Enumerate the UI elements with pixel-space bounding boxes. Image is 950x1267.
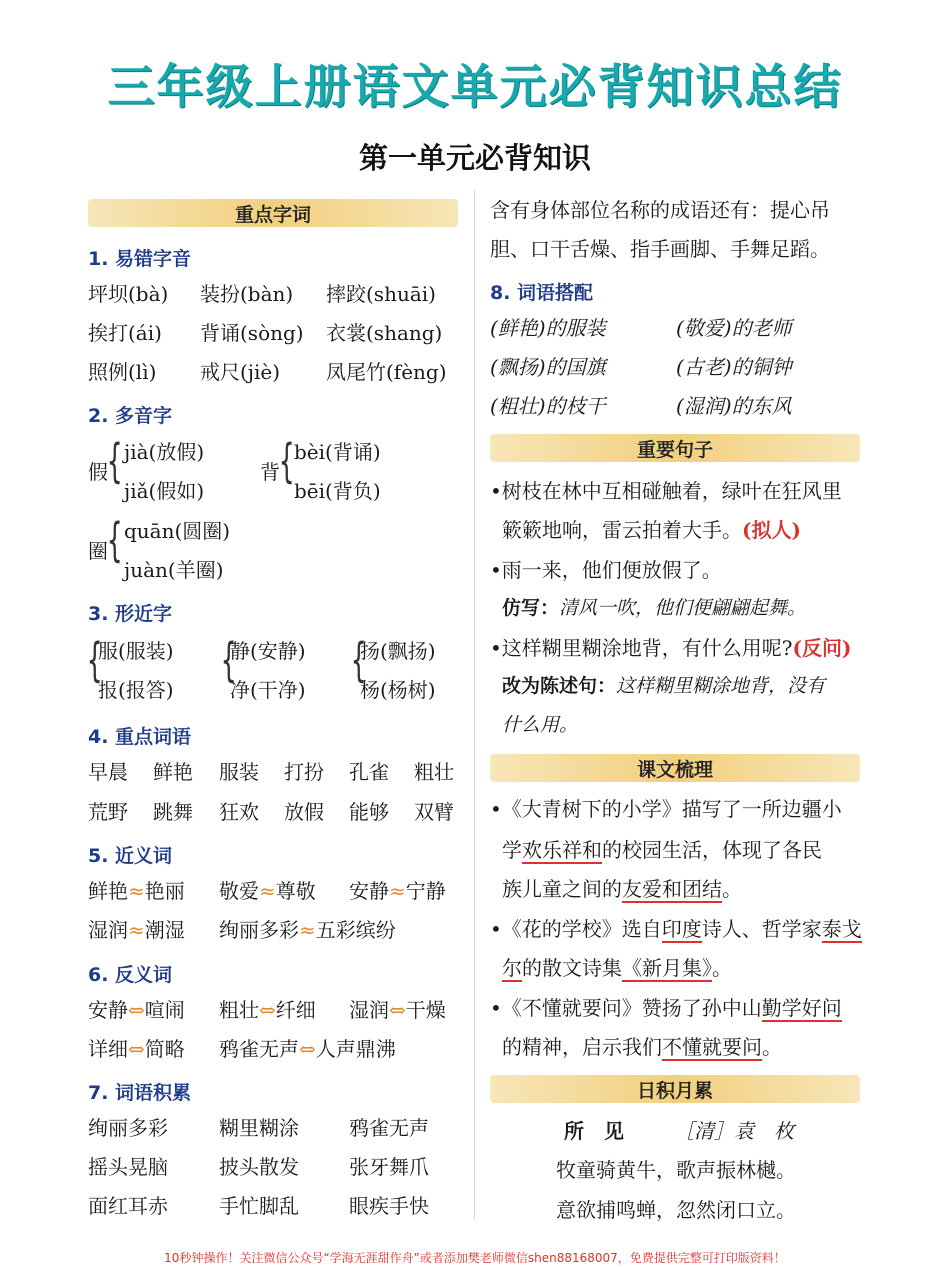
poly-char-quan: 圈 bbox=[88, 539, 108, 563]
poly-reading: juàn(羊圈) bbox=[124, 558, 224, 582]
synonym-pair: 敬爱≈尊敬 bbox=[219, 879, 316, 903]
phrase-item: 双臂 bbox=[414, 800, 454, 824]
brace-icon: { bbox=[220, 633, 237, 687]
poly-reading: quān(圆圈) bbox=[124, 519, 231, 543]
synonym-pair: 鲜艳≈艳丽 bbox=[88, 879, 185, 903]
sound-item: 戒尺(jiè) bbox=[200, 360, 281, 384]
page-title: 三年级上册语文单元必背知识总结 bbox=[107, 60, 843, 115]
accum-item: 张牙舞爪 bbox=[349, 1155, 429, 1179]
sound-item: 挨打(ái) bbox=[88, 321, 162, 345]
poly-reading: jiǎ(假如) bbox=[124, 479, 205, 503]
accum-item: 鸦雀无声 bbox=[349, 1116, 429, 1140]
banner-daily-accumulation: 日积月累 bbox=[490, 1075, 860, 1103]
review-2b: 尔的散文诗集《新月集》。 bbox=[502, 956, 732, 980]
sentence-2: •雨一来，他们便放假了。 bbox=[490, 558, 722, 582]
heading-synonyms: 5. 近义词 bbox=[88, 845, 173, 867]
brace-icon: { bbox=[350, 633, 367, 687]
poly-reading: bēi(背负) bbox=[294, 479, 381, 503]
convert-line-1: 改为陈述句：这样糊里糊涂地背，没有 bbox=[502, 675, 826, 697]
brace-icon: { bbox=[278, 434, 295, 488]
heading-word-accumulation: 7. 词语积累 bbox=[88, 1082, 192, 1104]
poly-char-jia: 假 bbox=[88, 460, 108, 484]
sound-item: 凤尾竹(fèng) bbox=[326, 360, 447, 384]
heading-antonyms: 6. 反义词 bbox=[88, 964, 173, 986]
brace-icon: { bbox=[106, 513, 123, 567]
poem-line-2: 意欲捕鸣蝉，忽然闭口立。 bbox=[556, 1198, 796, 1222]
phrase-item: 服装 bbox=[219, 760, 259, 784]
synonym-pair: 湿润≈潮湿 bbox=[88, 918, 185, 942]
similar-item: 服(服装) bbox=[98, 639, 174, 663]
phrase-item: 放假 bbox=[284, 800, 324, 824]
heading-collocation: 8. 词语搭配 bbox=[490, 282, 594, 304]
sound-item: 摔跤(shuāi) bbox=[326, 282, 436, 306]
sound-item: 坪坝(bà) bbox=[88, 282, 169, 306]
synonym-pair: 绚丽多彩≈五彩缤纷 bbox=[219, 918, 396, 942]
accum-item: 面红耳赤 bbox=[88, 1194, 168, 1218]
collocation-item: (粗壮)的枝干 bbox=[490, 394, 606, 418]
sound-item: 背诵(sòng) bbox=[200, 321, 304, 345]
collocation-item: (敬爱)的老师 bbox=[676, 316, 792, 340]
sound-item: 照例(lì) bbox=[88, 360, 157, 384]
collocation-item: (湿润)的东风 bbox=[676, 394, 792, 418]
personification-tag: (拟人) bbox=[742, 518, 801, 542]
synonym-pair: 安静≈宁静 bbox=[349, 879, 446, 903]
antonym-pair: 安静⇔喧闹 bbox=[88, 998, 185, 1022]
phrase-item: 能够 bbox=[349, 800, 389, 824]
review-3b: 的精神，启示我们不懂就要问。 bbox=[502, 1035, 782, 1059]
phrase-item: 孔雀 bbox=[349, 760, 389, 784]
phrase-item: 早晨 bbox=[88, 760, 128, 784]
review-1a: •《大青树下的小学》描写了一所边疆小 bbox=[490, 797, 842, 821]
accum-item: 摇头晃脑 bbox=[88, 1155, 168, 1179]
heading-similar-chars: 3. 形近字 bbox=[88, 603, 173, 625]
phrase-item: 鲜艳 bbox=[153, 760, 193, 784]
intro-line-1: 含有身体部位名称的成语还有：提心吊 bbox=[490, 198, 830, 222]
poly-reading: bèi(背诵) bbox=[294, 440, 381, 464]
accum-item: 绚丽多彩 bbox=[88, 1116, 168, 1140]
phrase-item: 狂欢 bbox=[219, 800, 259, 824]
poem-author: ［清］袁 枚 bbox=[674, 1119, 794, 1143]
similar-item: 扬(飘扬) bbox=[360, 639, 436, 663]
accum-item: 手忙脚乱 bbox=[219, 1194, 299, 1218]
poem-line-1: 牧童骑黄牛，歌声振林樾。 bbox=[556, 1158, 796, 1182]
phrase-item: 打扮 bbox=[284, 760, 324, 784]
review-1c: 族儿童之间的友爱和团结。 bbox=[502, 877, 742, 901]
column-divider bbox=[474, 190, 475, 1220]
accum-item: 糊里糊涂 bbox=[219, 1116, 299, 1140]
banner-key-words: 重点字词 bbox=[88, 199, 458, 227]
banner-text-review: 课文梳理 bbox=[490, 754, 860, 782]
sentence-1b: 簌簌地响，雷云拍着大手。(拟人) bbox=[502, 518, 801, 542]
convert-line-2: 什么用。 bbox=[502, 714, 579, 736]
similar-item: 静(安静) bbox=[230, 639, 306, 663]
rhetorical-tag: (反问) bbox=[792, 636, 852, 660]
sentence-3: •这样糊里糊涂地背，有什么用呢?(反问) bbox=[490, 636, 852, 660]
similar-item: 净(干净) bbox=[230, 678, 306, 702]
antonym-pair: 湿润⇔干燥 bbox=[349, 998, 446, 1022]
antonym-pair: 详细⇔简略 bbox=[88, 1037, 185, 1061]
brace-icon: { bbox=[106, 434, 123, 488]
collocation-item: (鲜艳)的服装 bbox=[490, 316, 606, 340]
accum-item: 眼疾手快 bbox=[349, 1194, 429, 1218]
phrase-item: 荒野 bbox=[88, 800, 128, 824]
phrase-item: 跳舞 bbox=[153, 800, 193, 824]
brace-icon: { bbox=[86, 633, 103, 687]
heading-polyphonic: 2. 多音字 bbox=[88, 405, 173, 427]
imitate-line: 仿写：清风一吹，他们便翩翩起舞。 bbox=[502, 597, 807, 619]
poly-reading: jià(放假) bbox=[124, 440, 205, 464]
antonym-pair: 粗壮⇔纤细 bbox=[219, 998, 316, 1022]
collocation-item: (古老)的铜钟 bbox=[676, 355, 792, 379]
intro-line-2: 胆、口干舌燥、指手画脚、手舞足蹈。 bbox=[490, 237, 830, 261]
footer-notice: 10秒钟操作！关注微信公众号“学海无涯甜作舟”或者添加樊老师微信shen88168007，免费提供完整可打印版资料！ bbox=[164, 1251, 786, 1265]
review-2a: •《花的学校》选自印度诗人、哲学家泰戈 bbox=[490, 917, 862, 941]
accum-item: 披头散发 bbox=[219, 1155, 299, 1179]
review-3a: •《不懂就要问》赞扬了孙中山勤学好问 bbox=[490, 996, 842, 1020]
banner-key-sentences: 重要句子 bbox=[490, 434, 860, 462]
heading-error-prone-sounds: 1. 易错字音 bbox=[88, 248, 192, 270]
similar-item: 报(报答) bbox=[98, 678, 174, 702]
sound-item: 衣裳(shang) bbox=[326, 321, 443, 345]
phrase-item: 粗壮 bbox=[414, 760, 454, 784]
sound-item: 装扮(bàn) bbox=[200, 282, 294, 306]
unit-title: 第一单元必背知识 bbox=[358, 141, 591, 175]
heading-key-phrases: 4. 重点词语 bbox=[88, 726, 192, 748]
poem-title: 所 见 bbox=[564, 1119, 624, 1143]
antonym-pair: 鸦雀无声⇔人声鼎沸 bbox=[219, 1037, 396, 1061]
collocation-item: (飘扬)的国旗 bbox=[490, 355, 606, 379]
similar-item: 杨(杨树) bbox=[360, 678, 436, 702]
sentence-1a: •树枝在林中互相碰触着，绿叶在狂风里 bbox=[490, 479, 842, 503]
poly-char-bei: 背 bbox=[260, 460, 280, 484]
review-1b: 学欢乐祥和的校园生活，体现了各民 bbox=[502, 838, 822, 862]
